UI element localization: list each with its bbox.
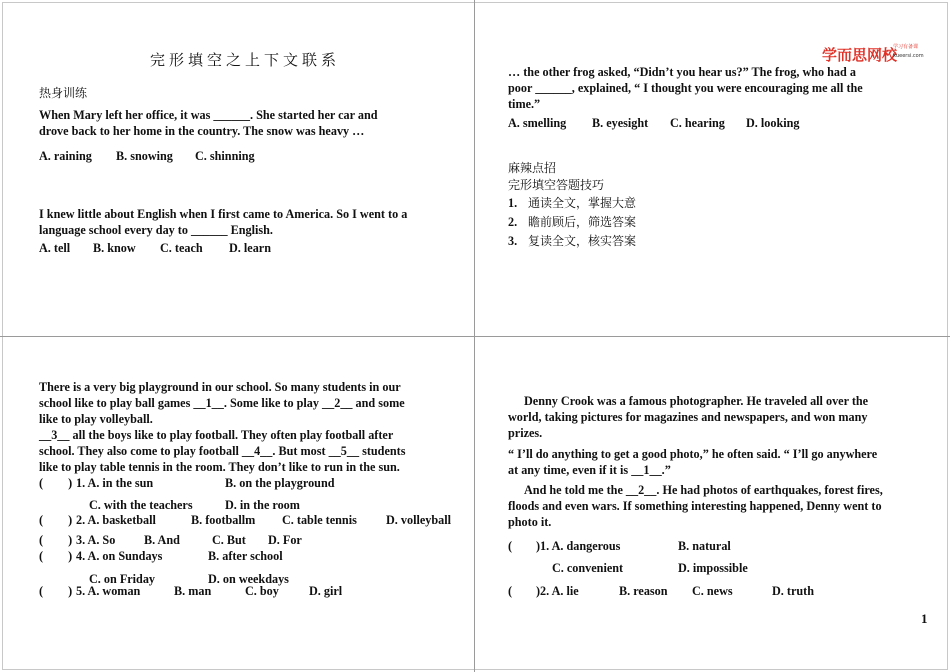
q4-option-d: D. on weekdays [208,572,289,586]
q4-paren: ( ) [39,549,73,563]
denny-q1-option-c: C. convenient [552,561,624,575]
q2-option-d: D. volleyball [386,513,452,527]
q4-option-c: C. on Friday [89,572,156,586]
denny-q1-option-a: )1. A. dangerous [536,539,621,553]
frog-text-line3: time.” [508,97,541,111]
denny-line8: photo it. [508,515,552,529]
q5-paren: ( ) [39,584,73,598]
q3-option-d: D. For [268,533,302,547]
tip-2-num: 2. [508,215,518,229]
frog-text-line2: poor ______, explained, “ I thought you were encouraging me all the [508,81,863,95]
q3-option-b: B. And [144,533,180,547]
q1-option-a: 1. A. in the sun [76,476,154,490]
denny-q2-option-a: )2. A. lie [536,584,579,598]
q2-text-line1: I knew little about English when I first came to America. So I went to a [39,207,408,221]
q1-paren: ( ) [39,476,73,490]
tips-heading: 麻辣点招 [508,161,557,175]
denny-line7: floods and even wars. If something interesting happened, Denny went to [508,499,882,513]
tip-1-text: 通读全文，掌握大意 [528,196,637,210]
denny-q1-paren: ( [508,539,513,553]
denny-q2-option-b: B. reason [619,584,668,598]
q5-option-a: 5. A. woman [76,584,141,598]
page-number: 1 [921,611,928,626]
brand-logo-text: 学而思网校 [822,46,898,64]
passage-line4: __3__ all the boys like to play football. They often play football after [39,428,394,442]
denny-line6: And he told me the __2__. He had photos of earthquakes, forest fires, [524,483,883,497]
passage-line1: There is a very big playground in our school. So many students in our [39,380,401,394]
tip-3-text: 复读全文，核实答案 [528,234,637,248]
denny-line5: at any time, even if it is __1__.” [508,463,671,477]
tips-subheading: 完形填空答题技巧 [508,178,605,192]
frog-option-c: C. hearing [670,116,725,130]
passage-line5: school. They also come to play football __4__. But most __5__ students [39,444,406,458]
q1-option-b: B. snowing [116,149,173,163]
q1-text-line2: drove back to her home in the country. The snow was heavy … [39,124,365,138]
warmup-heading: 热身训练 [39,86,88,100]
denny-q2-option-c: C. news [692,584,733,598]
q4-option-a: 4. A. on Sundays [76,549,163,563]
frog-option-a: A. smelling [508,116,567,130]
q3-option-a: 3. A. So [76,533,116,547]
passage-line6: like to play table tennis in the room. They don’t like to run in the sun. [39,460,400,474]
tip-1-num: 1. [508,196,518,210]
frog-option-b: B. eyesight [592,116,649,130]
q1-option-c: C. with the teachers [89,498,193,512]
q2-paren: ( ) [39,513,73,527]
frog-option-d: D. looking [746,116,800,130]
q2-option-b: B. footballm [191,513,256,527]
q2-text-line2: language school every day to ______ English. [39,223,273,237]
q1-option-c: C. shinning [195,149,255,163]
tip-2-text: 瞻前顾后，筛选答案 [528,215,637,229]
q4-option-b: B. after school [208,549,283,563]
brand-logo-sub: 学习有备课 [893,44,919,50]
denny-line1: Denny Crook was a famous photographer. He traveled all over the [524,394,869,408]
denny-line2: world, taking pictures for magazines and newspapers, and won many [508,410,868,424]
passage-line2: school like to play ball games __1__. Some like to play __2__ and some [39,396,405,410]
denny-q2-option-d: D. truth [772,584,814,598]
q2-option-c: C. table tennis [282,513,357,527]
q2-option-b: B. know [93,241,136,255]
horizontal-divider [0,336,950,337]
q2-option-d: D. learn [229,241,271,255]
denny-q2-paren: ( [508,584,513,598]
tip-3-num: 3. [508,234,518,248]
denny-q1-option-b: B. natural [678,539,731,553]
q5-option-c: C. boy [245,584,279,598]
q2-option-a: A. tell [39,241,71,255]
passage-line3: like to play volleyball. [39,412,153,426]
q1-option-b: B. on the playground [225,476,335,490]
q2-option-c: C. teach [160,241,203,255]
q3-option-c: C. But [212,533,246,547]
denny-q1-option-d: D. impossible [678,561,748,575]
q2-option-a: 2. A. basketball [76,513,156,527]
q5-option-d: D. girl [309,584,343,598]
brand-logo-url: xueersi.com [893,53,924,59]
q1-text-line1: When Mary left her office, it was ______. She started her car and [39,108,378,122]
denny-line4: “ I’ll do anything to get a good photo,” he often said. “ I’ll go anywhere [508,447,878,461]
q5-option-b: B. man [174,584,212,598]
q1-option-d: D. in the room [225,498,300,512]
q1-option-a: A. raining [39,149,92,163]
brand-logo [822,44,924,65]
slide-1-title: 完形填空之上下文联系 [150,51,341,69]
frog-text-line1: … the other frog asked, “Didn’t you hear us?” The frog, who had a [508,65,856,79]
denny-line3: prizes. [508,426,543,440]
q3-paren: ( ) [39,533,73,547]
